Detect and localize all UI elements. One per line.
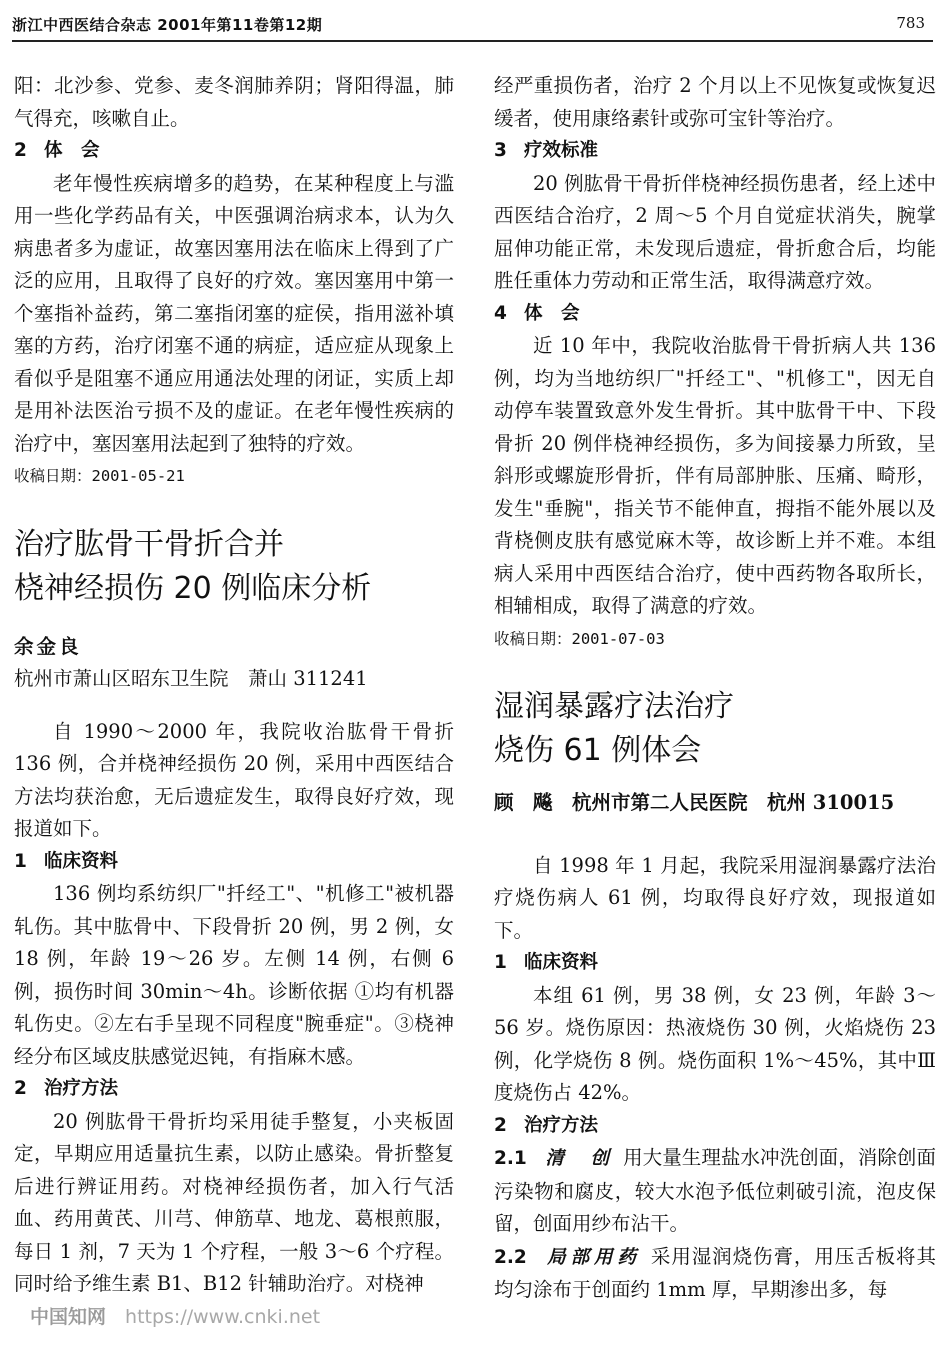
journal-title: 浙江中西医结合杂志 2001年第11卷第12期 <box>12 16 323 34</box>
page-number: 783 <box>896 14 925 32</box>
paragraph: 近 10 年中，我院收治肱骨干骨折病人共 136 例，均为当地纺织厂"扦经工"、"机修工"，因无自动停车装置致意外发生骨折。其中肱骨干中、下段骨折 20 例伴桡神经损伤，多为间接暴力所致，呈斜形或螺旋形骨折，伴有局部肿胀、压痛、畸形，发生"垂腕"，指关节不能伸直，拇指不能外展以及背桡侧皮肤有感觉麻木等，故诊断上并不难。本组病人采用中西医结合治疗，使中西药物各取所长，相辅相成，取得了满意的疗效。 <box>494 334 936 617</box>
section-heading: 1 临床资料 <box>494 952 599 973</box>
section-heading: 1 临床资料 <box>14 850 119 872</box>
paragraph: 自 1998 年 1 月起，我院采用湿润暴露疗法治疗烧伤病人 61 例，均取得良好疗效，现报道如下。 <box>494 853 936 942</box>
paragraph: 20 例肱骨干骨折伴桡神经损伤患者，经上述中西医结合治疗，2 周～5 个月自觉症状消失，腕掌屈伸功能正常，未发现后遗症，骨折愈合后，均能胜任重体力劳动和正常生活，取得满意疗效。 <box>494 171 936 292</box>
article-affiliation: 杭州市萧山区昭东卫生院 萧山 311241 <box>14 667 368 690</box>
left-column <box>14 70 454 1301</box>
received-date: 收稿日期：2001-07-03 <box>494 629 665 648</box>
paragraph: 136 例均系纺织厂"扦经工"、"机修工"被机器轧伤。其中肱骨中、下段骨折 20 例，男 2 例，女 18 例，年龄 19～26 岁。左侧 14 例，右侧 6 例，损伤时间 30min～4h。诊断依据 ①均有机器轧伤史。②左右手呈现不同程度"腕垂症"。③桡神经分布区域皮肤感觉迟钝，有指麻木感。 <box>14 882 454 1068</box>
paragraph: 阳：北沙参、党参、麦冬润肺养阴；肾阳得温，肺气得充，咳嗽自止。 <box>14 74 454 130</box>
article-author-affiliation: 顾 飚 杭州市第二人民医院 杭州 310015 <box>494 791 895 814</box>
article-title: 湿润暴露疗法治疗 烧伤 61 例体会 <box>494 689 734 768</box>
paragraph: 20 例肱骨干骨折均采用徒手整复，小夹板固定，早期应用适量抗生素，以防止感染。骨折整复后进行辨证用药。对桡神经损伤者，加入行气活血、药用黄芪、川芎、伸筋草、地龙、葛根煎服，每日 1 剂，7 天为 1 个疗程，一般 3～6 个疗程。同时给予维生素 B1、B12 针辅助治疗。对桡神 <box>14 1109 454 1295</box>
section-heading: 2 治疗方法 <box>14 1078 119 1099</box>
paragraph: 本组 61 例，男 38 例，女 23 例，年龄 3～56 岁。烧伤原因：热液烧伤 30 例，火焰烧伤 23 例，化学烧伤 8 例。烧伤面积 1%～45%，其中Ⅲ度烧伤占 42%。 <box>494 983 936 1104</box>
paragraph: 自 1990～2000 年，我院收治肱骨干骨折 136 例，合并桡神经损伤 20 例，采用中西医结合方法均获治愈，无后遗症发生，取得良好疗效，现报道如下。 <box>14 719 454 840</box>
running-header <box>12 12 933 42</box>
article-author: 余金良 <box>14 634 82 658</box>
section-heading: 4 体 会 <box>494 302 580 324</box>
right-column <box>494 70 936 1307</box>
paragraph: 老年慢性疾病增多的趋势，在某种程度上与滥用一些化学药品有关，中医强调治病求本，认为久病患者多为虚证，故塞因塞用法在临床上得到了广泛的应用，且取得了良好的疗效。塞因塞用中第一个塞指补益药，第二塞指闭塞的症侯，指用滋补填塞的方药，治疗闭塞不通的病症，适应症从现象上看似乎是阻塞不通应用通法处理的闭证，实质上却是用补法医治亏损不及的虚证。在老年慢性疾病的治疗中，塞因塞用法起到了独特的疗效。 <box>14 171 454 455</box>
section-heading: 3 疗效标准 <box>494 140 599 161</box>
received-date: 收稿日期：2001-05-21 <box>14 467 185 485</box>
cnki-watermark: 中国知网 https://www.cnki.net <box>30 1306 321 1328</box>
section-heading: 2 体 会 <box>14 140 100 161</box>
subsection-paragraph: 2.1 清 创 用大量生理盐水冲洗创面，消除创面污染物和腐皮，较大水泡予低位刺破引流，泡皮保留，创面用纱布沾干。 <box>494 1146 936 1235</box>
subsection-paragraph: 2.2 局部用药 采用湿润烧伤膏，用压舌板将其均匀涂布于创面约 1mm 厚，早期渗出多，每 <box>494 1244 936 1301</box>
paragraph: 经严重损伤者，治疗 2 个月以上不见恢复或恢复迟缓者，使用康络素针或弥可宝针等治疗。 <box>494 74 936 130</box>
section-heading: 2 治疗方法 <box>494 1114 599 1136</box>
article-title: 治疗肱骨干骨折合并 桡神经损伤 20 例临床分析 <box>14 526 372 606</box>
